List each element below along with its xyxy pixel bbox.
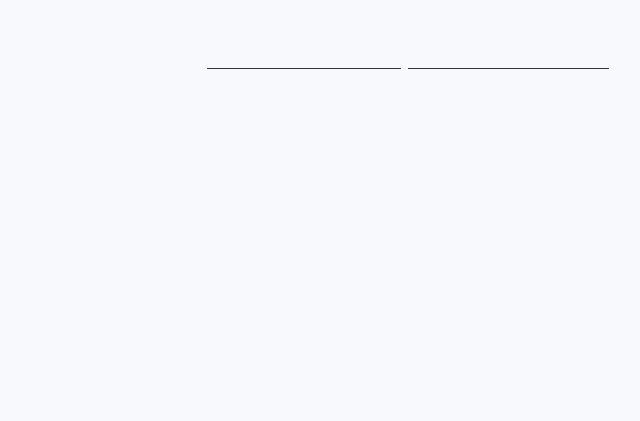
header-rule-begin [408,68,609,69]
header-rule-end [207,68,401,69]
